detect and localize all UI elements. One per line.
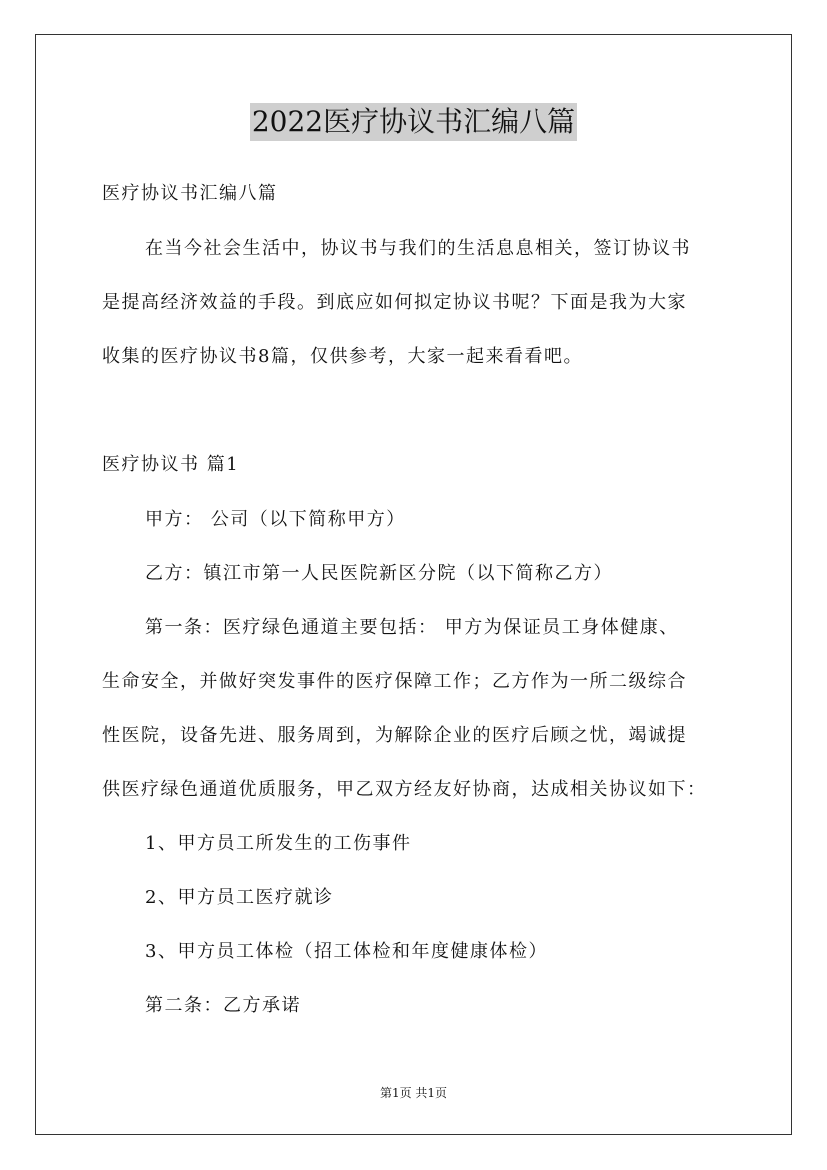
document-title: 2022医疗协议书汇编八篇: [250, 103, 577, 141]
list-item-1: 1、甲方员工所发生的工伤事件: [145, 833, 412, 854]
document-subtitle: 医疗协议书汇编八篇: [102, 183, 278, 204]
title-container: [0, 103, 827, 141]
intro-line-2: 是提高经济效益的手段。到底应如何拟定协议书呢？下面是我为大家: [102, 292, 687, 313]
article1-line-4: 供医疗绿色通道优质服务，甲乙双方经友好协商，达成相关协议如下：: [102, 779, 707, 800]
article1-line-1: 第一条：医疗绿色通道主要包括： 甲方为保证员工身体健康、: [145, 617, 679, 638]
section-heading: 医疗协议书 篇1: [102, 454, 240, 475]
party-a: 甲方： 公司（以下简称甲方）: [145, 509, 406, 530]
party-b: 乙方：镇江市第一人民医院新区分院（以下简称乙方）: [145, 563, 613, 584]
intro-line-3: 收集的医疗协议书8篇，仅供参考，大家一起来看看吧。: [102, 346, 583, 367]
article1-line-3: 性医院，设备先进、服务周到，为解除企业的医疗后顾之忧，竭诚提: [102, 725, 687, 746]
intro-line-1: 在当今社会生活中，协议书与我们的生活息息相关，签订协议书: [145, 238, 691, 259]
page-footer: 第1页 共1页: [379, 1086, 448, 1100]
article1-line-2: 生命安全，并做好突发事件的医疗保障工作；乙方作为一所二级综合: [102, 671, 687, 692]
list-item-2: 2、甲方员工医疗就诊: [145, 887, 334, 908]
article2-heading: 第二条：乙方承诺: [145, 995, 301, 1016]
list-item-3: 3、甲方员工体检（招工体检和年度健康体检）: [145, 941, 548, 962]
